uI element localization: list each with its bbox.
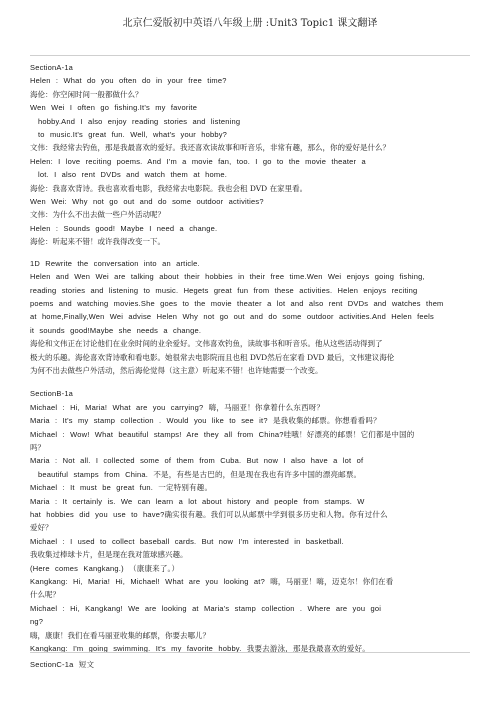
translation-line: 爱好？	[30, 523, 53, 533]
section-heading: SectionB-1a	[30, 389, 74, 399]
translation-line: 什么呢？	[30, 590, 60, 600]
translation-line: 嗨，康康！我们在看马丽亚收集的邮票，你要去哪儿？	[30, 630, 210, 640]
section-a-1a	[30, 62, 470, 249]
dialogue-line: hat hobbies did you use to have?确实很有趣。我们可以从邮票中学到很多历史和人物。你有过什么	[30, 510, 388, 519]
dialogue-line: Maria : Not all. I collected some of them from Cuba. But now I also have a lot of	[30, 456, 364, 466]
translation-line: 海伦：听起来不错！或许我得改变一下。	[30, 237, 165, 247]
section-heading: 1D Rewrite the conversation into an article.	[30, 258, 200, 268]
spacer	[30, 378, 470, 388]
spacer	[30, 250, 470, 258]
dialogue-line: ng?	[30, 617, 44, 627]
document-body	[30, 50, 470, 656]
translation-line: 海伦和文伟正在讨论他们在业余时间的业余爱好。文伟喜欢钓鱼，读故事书和听音乐。他从这些活动得到了	[30, 339, 383, 349]
article-line: it sounds good!Maybe she needs a change.	[30, 325, 202, 335]
dialogue-line: beautiful stamps from China. 不是，有些是古巴的，但是现在我也有许多中国的漂亮邮票。	[38, 469, 362, 479]
article-line: at home,Finally,Wen Wei advise Helen Why not go out and do some outdoor activities.And Helen feels	[30, 312, 434, 322]
translation-line: 海伦：你空闲时间一般都做什么？	[30, 89, 143, 99]
dialogue-line: (Here comes Kangkang.) （康康来了。）	[30, 563, 180, 573]
section-1d-article	[30, 258, 470, 378]
dialogue-line: Maria : It certainly is. We can learn a lot about history and people from stamps. W	[30, 496, 365, 506]
article-line: poems and watching movies.She goes to the movie theater a lot and also rent DVDs and watches them	[30, 298, 444, 308]
dialogue-line: Wen Wei: Why not go out and do some outdoor activities?	[30, 197, 264, 207]
section-heading: SectionC-1a 短文	[30, 660, 95, 669]
page-footer	[30, 652, 470, 671]
page-title: 北京仁爱版初中英语八年级上册 :Unit3 Topic1 课文翻译	[122, 18, 378, 29]
section-heading: SectionA-1a	[30, 63, 74, 72]
dialogue-line: Helen : What do you often do in your free time?	[30, 76, 227, 86]
dialogue-line: Michael : Hi, Maria! What are you carrying? 嗨，马丽亚！你拿着什么东西呀？	[30, 402, 325, 412]
translation-line: 为何不出去做些户外活动，然后海伦觉得（这主意）听起来不错！也许她需要一个改变。	[30, 365, 323, 375]
translation-line: 我收集过棒球卡片，但是现在我对篮球感兴趣。	[30, 550, 188, 560]
translation-line: 极大的乐趣。海伦喜欢背诗歌和看电影。她很常去电影院而且也租 DVD然后在家看 DVD 最后，文伟建议海伦	[30, 352, 395, 362]
translation-line: 海伦：我喜欢背诗。我也喜欢看电影，我经常去电影院。我也会租 DVD 在家里看。	[30, 183, 308, 193]
dialogue-line: Michael : Wow! What beautiful stamps! Are they all from China?哇哦！好漂亮的邮票！它们都是中国的	[30, 429, 415, 439]
dialogue-line: to music.It's great fun. Well, what's your hobby?	[38, 130, 228, 140]
divider	[30, 652, 470, 653]
translation-line: 文伟：为什么不出去做一些户外活动呢？	[30, 210, 165, 220]
dialogue-line: Wen Wei I often go fishing.It's my favorite	[30, 103, 198, 113]
dialogue-line: Maria : It's my stamp collection . Would you like to see it? 是我收集的邮票。你想看看吗？	[30, 416, 381, 426]
dialogue-line: Michael : Hi, Kangkang! We are looking at Maria's stamp collection . Where are you goi	[30, 603, 382, 613]
divider	[30, 55, 470, 56]
translation-line: 吗？	[30, 442, 45, 452]
article-line: Helen and Wen Wei are talking about their hobbies in their free time.Wen Wei enjoys going fishing,	[30, 272, 425, 282]
dialogue-line: Kangkang: I'm going swimming. It's my favorite hobby. 我要去游泳，那是我最喜欢的爱好。	[30, 644, 370, 654]
dialogue-line: Kangkang: Hi, Maria! Hi, Michael! What are you looking at? 嗨，马丽亚！嗨，迈克尔！你们在看	[30, 577, 394, 587]
dialogue-line: Michael : It must be great fun. 一定特别有趣。	[30, 483, 213, 493]
dialogue-line: hobby.And I also enjoy reading stories and listening	[38, 116, 241, 126]
dialogue-line: Helen : Sounds good! Maybe I need a change.	[30, 223, 218, 233]
dialogue-line: lot. I also rent DVDs and watch them at home.	[38, 170, 227, 180]
section-b-1a	[30, 388, 470, 655]
dialogue-line: Michael : I used to collect baseball cards. But now I'm interested in basketball.	[30, 536, 344, 546]
translation-line: 文伟：我经常去钓鱼，那是我最喜欢的爱好。我还喜欢读故事和听音乐，非常有趣，那么，你的爱好是什么？	[30, 143, 390, 153]
article-line: reading stories and listening to music. Hegets great fun from these activities. Helen enjoys reciting	[30, 285, 418, 295]
dialogue-line: Helen: I love reciting poems. And I'm a movie fan, too. I go to the movie theater a	[30, 156, 366, 166]
